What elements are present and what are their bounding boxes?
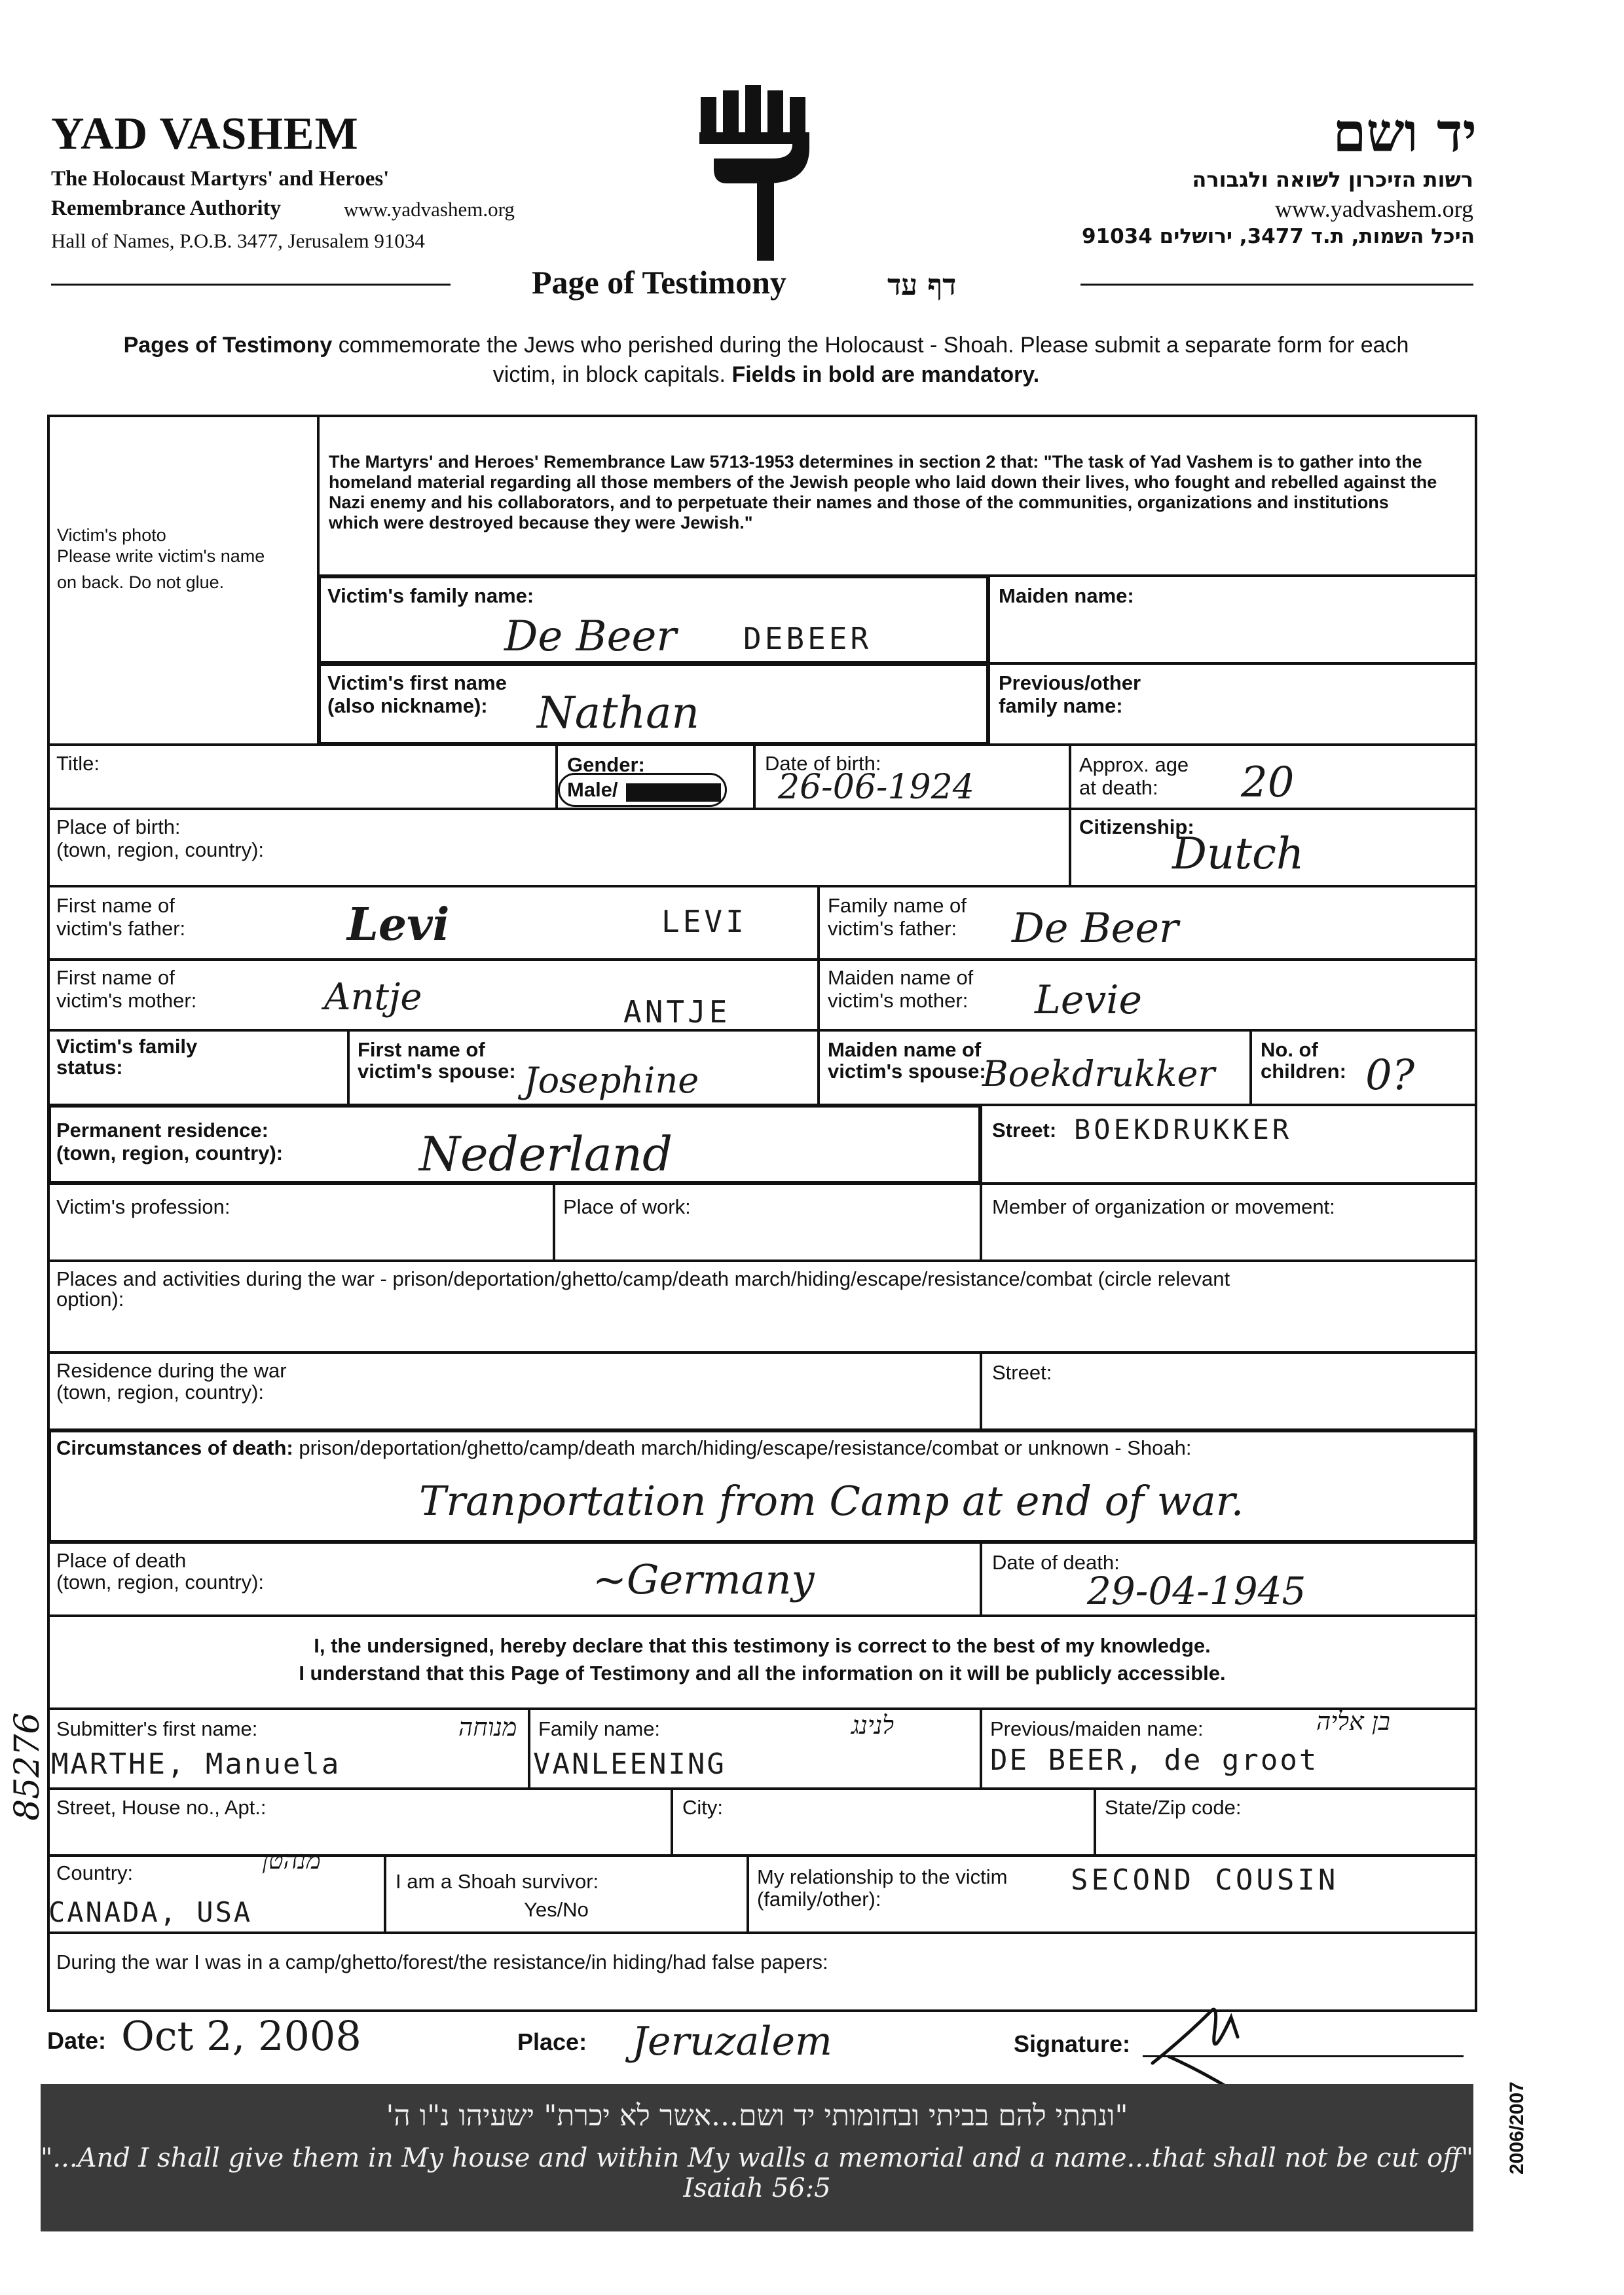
maiden-name-label: Maiden name: — [999, 584, 1134, 607]
places-label-2: option): — [56, 1288, 124, 1311]
place-value: Jeruzalem — [632, 2019, 832, 2064]
children-label-1: No. of — [1261, 1038, 1318, 1061]
circumstances-value: Tranportation from Camp at end of war. — [419, 1477, 1244, 1525]
war-street-field[interactable] — [980, 1351, 1477, 1431]
children-label-2: children: — [1261, 1060, 1346, 1083]
survivor-options[interactable]: Yes/No — [524, 1898, 589, 1921]
spouse-first-value: Josephine — [524, 1060, 699, 1101]
submitter-family-he: לנינג — [851, 1711, 894, 1740]
date-of-death-value: 29-04-1945 — [1087, 1569, 1306, 1613]
photo-note-1: Victim's photo — [57, 525, 166, 545]
father-first-label-1: First name of — [56, 894, 175, 917]
mother-first-script: Antje — [324, 976, 422, 1018]
spouse-maiden-label-1: Maiden name of — [828, 1038, 982, 1061]
profession-label: Victim's profession: — [56, 1195, 231, 1218]
family-name-script: De Beer — [504, 612, 676, 661]
spouse-first-label-2: victim's spouse: — [358, 1060, 516, 1083]
father-first-label-2: victim's father: — [56, 917, 186, 940]
spouse-maiden-label-2: victim's spouse: — [828, 1060, 986, 1083]
yad-vashem-logo — [694, 85, 819, 262]
date-label: Date: — [47, 2027, 107, 2054]
place-label: Place: — [517, 2028, 587, 2055]
footer-english-quote: "...And I shall give them in My house and within My walls a memorial and a name...that shall not be cut off" Isaiah 56:5 — [41, 2143, 1473, 2203]
header-rule-right — [1080, 284, 1473, 286]
children-value: 0? — [1365, 1051, 1415, 1100]
pob-label-1: Place of birth: — [56, 815, 181, 838]
pob-label-2: (town, region, country): — [56, 838, 265, 861]
father-first-script: Levi — [347, 899, 450, 951]
gender-label: Gender: — [567, 753, 645, 776]
pod-label-2: (town, region, country): — [56, 1571, 265, 1594]
form-code: 2006/2007 — [1506, 2081, 1528, 2174]
family-status-label-2: status: — [56, 1056, 123, 1079]
age-value: 20 — [1241, 758, 1295, 807]
org-address: Hall of Names, P.O.B. 3477, Jerusalem 91034 — [51, 229, 425, 252]
org-line2: Remembrance Authority — [51, 196, 282, 220]
family-name-print: DEBEER — [743, 621, 872, 656]
intro-line2-bold: Fields in bold are mandatory. — [731, 362, 1040, 387]
father-family-label-1: Family name of — [828, 894, 967, 917]
submitter-country-label: Country: — [56, 1861, 134, 1884]
perm-residence-label-1: Permanent residence: — [56, 1119, 268, 1142]
member-label: Member of organization or movement: — [992, 1195, 1335, 1218]
margin-number: 85276 — [8, 1712, 47, 1821]
submitter-country-value: CANADA, USA — [48, 1896, 253, 1928]
father-first-print: LEVI — [661, 904, 747, 939]
law-text: The Martyrs' and Heroes' Remembrance Law 5713-1953 determines in section 2 that: "The task of Yad Vashem is to gather into the homeland material regarding all those members of the Jewish people who laid down their lives, who fought and rebelled against the Nazi enemy and his collaborators, and to perpetuate their names and those of the communities, organizations and institutions which were destroyed because they were Jewish." — [329, 452, 1437, 532]
father-family-value: De Beer — [1012, 904, 1179, 952]
photo-note-2: Please write victim's name — [57, 546, 265, 566]
he-address: היכל השמות, ת.ד 3477, ירושלים 91034 — [1081, 225, 1475, 248]
family-name-label: Victim's family name: — [327, 584, 534, 607]
circumstances-label-rest: prison/deportation/ghetto/camp/death march/hiding/escape/resistance/combat or unknown - Shoah: — [293, 1436, 1192, 1459]
citizenship-label: Citizenship: — [1079, 815, 1194, 838]
org-website[interactable]: www.yadvashem.org — [344, 198, 515, 221]
relationship-label-1: My relationship to the victim — [757, 1865, 1008, 1888]
he-website[interactable]: www.yadvashem.org — [1275, 196, 1473, 222]
war-residence-label-1: Residence during the war — [56, 1359, 287, 1382]
submitter-first-label: Submitter's first name: — [56, 1717, 258, 1740]
perm-residence-label-2: (town, region, country): — [56, 1142, 284, 1165]
submitter-first-he: מנוחה — [458, 1713, 517, 1742]
intro-text — [52, 331, 1480, 390]
prev-family-label-2: family name: — [999, 694, 1123, 717]
profession-field[interactable] — [47, 1182, 555, 1262]
date-value: Oct 2, 2008 — [121, 2012, 361, 2060]
mother-maiden-value: Levie — [1035, 977, 1142, 1023]
header-rule-left — [51, 284, 451, 286]
page-title: Page of Testimony — [532, 264, 786, 301]
survivor-field[interactable] — [384, 1854, 749, 1934]
dod-label: Date of death: — [992, 1551, 1120, 1574]
intro-line2: victim, in block capitals. — [492, 362, 732, 387]
submitter-state-label: State/Zip code: — [1105, 1796, 1242, 1819]
relationship-label-2: (family/other): — [757, 1888, 881, 1911]
mother-first-label-1: First name of — [56, 966, 175, 989]
first-name-label-2: (also nickname): — [327, 694, 488, 717]
during-war-label: During the war I was in a camp/ghetto/forest/the resistance/in hiding/had false papers: — [56, 1950, 828, 1973]
submitter-prev-he: בן אליה — [1316, 1707, 1390, 1736]
age-label-2: at death: — [1079, 776, 1158, 799]
submitter-street-label: Street, House no., Apt.: — [56, 1796, 267, 1819]
workplace-field[interactable] — [553, 1182, 982, 1262]
age-label-1: Approx. age — [1079, 753, 1189, 776]
places-label-1: Places and activities during the war - prison/deportation/ghetto/camp/death march/hiding/escape/resistance/combat (circle relevant — [56, 1267, 1230, 1290]
circumstances-label-bold: Circumstances of death: — [56, 1436, 293, 1459]
perm-residence-value: Nederland — [419, 1127, 673, 1182]
signature-mark — [1133, 1991, 1264, 2096]
declaration-line-1: I, the undersigned, hereby declare that this testimony is correct to the best of my knowledge. — [314, 1634, 1211, 1657]
mother-maiden-label-1: Maiden name of — [828, 966, 974, 989]
submitter-family-value: VANLEENING — [533, 1747, 726, 1781]
mother-first-label-2: victim's mother: — [56, 989, 197, 1012]
war-street-label: Street: — [992, 1361, 1052, 1384]
circumstances-label — [56, 1436, 1191, 1459]
gender-value: Male/ — [567, 778, 618, 801]
member-field[interactable] — [980, 1182, 1477, 1262]
prev-family-label-1: Previous/other — [999, 671, 1141, 694]
first-name-label-1: Victim's first name — [327, 671, 507, 694]
spouse-first-label-1: First name of — [358, 1038, 485, 1061]
submitter-first-value: MARTHE, Manuela — [51, 1747, 341, 1781]
intro-line1: commemorate the Jews who perished during the Holocaust - Shoah. Please submit a separate form for each — [332, 333, 1409, 358]
declaration-line-2: I understand that this Page of Testimony and all the information on it will be publicly accessible. — [299, 1662, 1226, 1685]
footer-hebrew-quote: "ונתתי להם בביתי ובחומותי יד ושם...אשר לא יכרת" ישעיהו נ"ו ה' — [386, 2099, 1128, 2133]
title-label: Title: — [56, 752, 100, 775]
submitter-city-field[interactable] — [671, 1787, 1096, 1857]
survivor-label: I am a Shoah survivor: — [396, 1870, 599, 1893]
spouse-maiden-value: Boekdrukker — [982, 1053, 1215, 1094]
family-status-label-1: Victim's family — [56, 1035, 198, 1058]
mother-first-print: ANTJE — [623, 994, 731, 1030]
org-line1: The Holocaust Martyrs' and Heroes' — [51, 167, 390, 191]
title-field[interactable] — [47, 743, 558, 810]
org-name: YAD VASHEM — [51, 109, 359, 159]
relationship-value: SECOND COUSIN — [1071, 1863, 1339, 1897]
he-org-name: יד ושם — [1333, 102, 1477, 164]
intro-bold-lead: Pages of Testimony — [123, 333, 333, 358]
submitter-city-label: City: — [682, 1796, 723, 1819]
war-residence-label-2: (town, region, country): — [56, 1381, 265, 1404]
citizenship-value: Dutch — [1172, 829, 1304, 879]
submitter-prev-value: DE BEER, de groot — [990, 1744, 1319, 1777]
submitter-family-label: Family name: — [538, 1717, 661, 1740]
photo-note-3: on back. Do not glue. — [57, 572, 225, 592]
place-of-death-value: ~Germany — [593, 1556, 815, 1603]
gender-circle — [558, 773, 727, 807]
he-org-line1: רשות הזיכרון לשואה ולגבורה — [1192, 167, 1473, 192]
workplace-label: Place of work: — [563, 1195, 691, 1218]
signature-label: Signature: — [1014, 2030, 1131, 2057]
submitter-prev-label: Previous/maiden name: — [990, 1717, 1204, 1740]
pod-label-1: Place of death — [56, 1549, 187, 1572]
dob-label: Date of birth: — [765, 752, 881, 775]
submitter-country-he: מנהטן — [262, 1846, 321, 1875]
page-title-he: דף עד — [887, 269, 957, 302]
dob-value: 26-06-1924 — [778, 768, 974, 807]
street-value: BOEKDRUKKER — [1074, 1113, 1293, 1146]
father-family-label-2: victim's father: — [828, 917, 957, 940]
first-name-value: Nathan — [537, 688, 699, 738]
street-label: Street: — [992, 1119, 1057, 1142]
mother-maiden-label-2: victim's mother: — [828, 989, 969, 1012]
